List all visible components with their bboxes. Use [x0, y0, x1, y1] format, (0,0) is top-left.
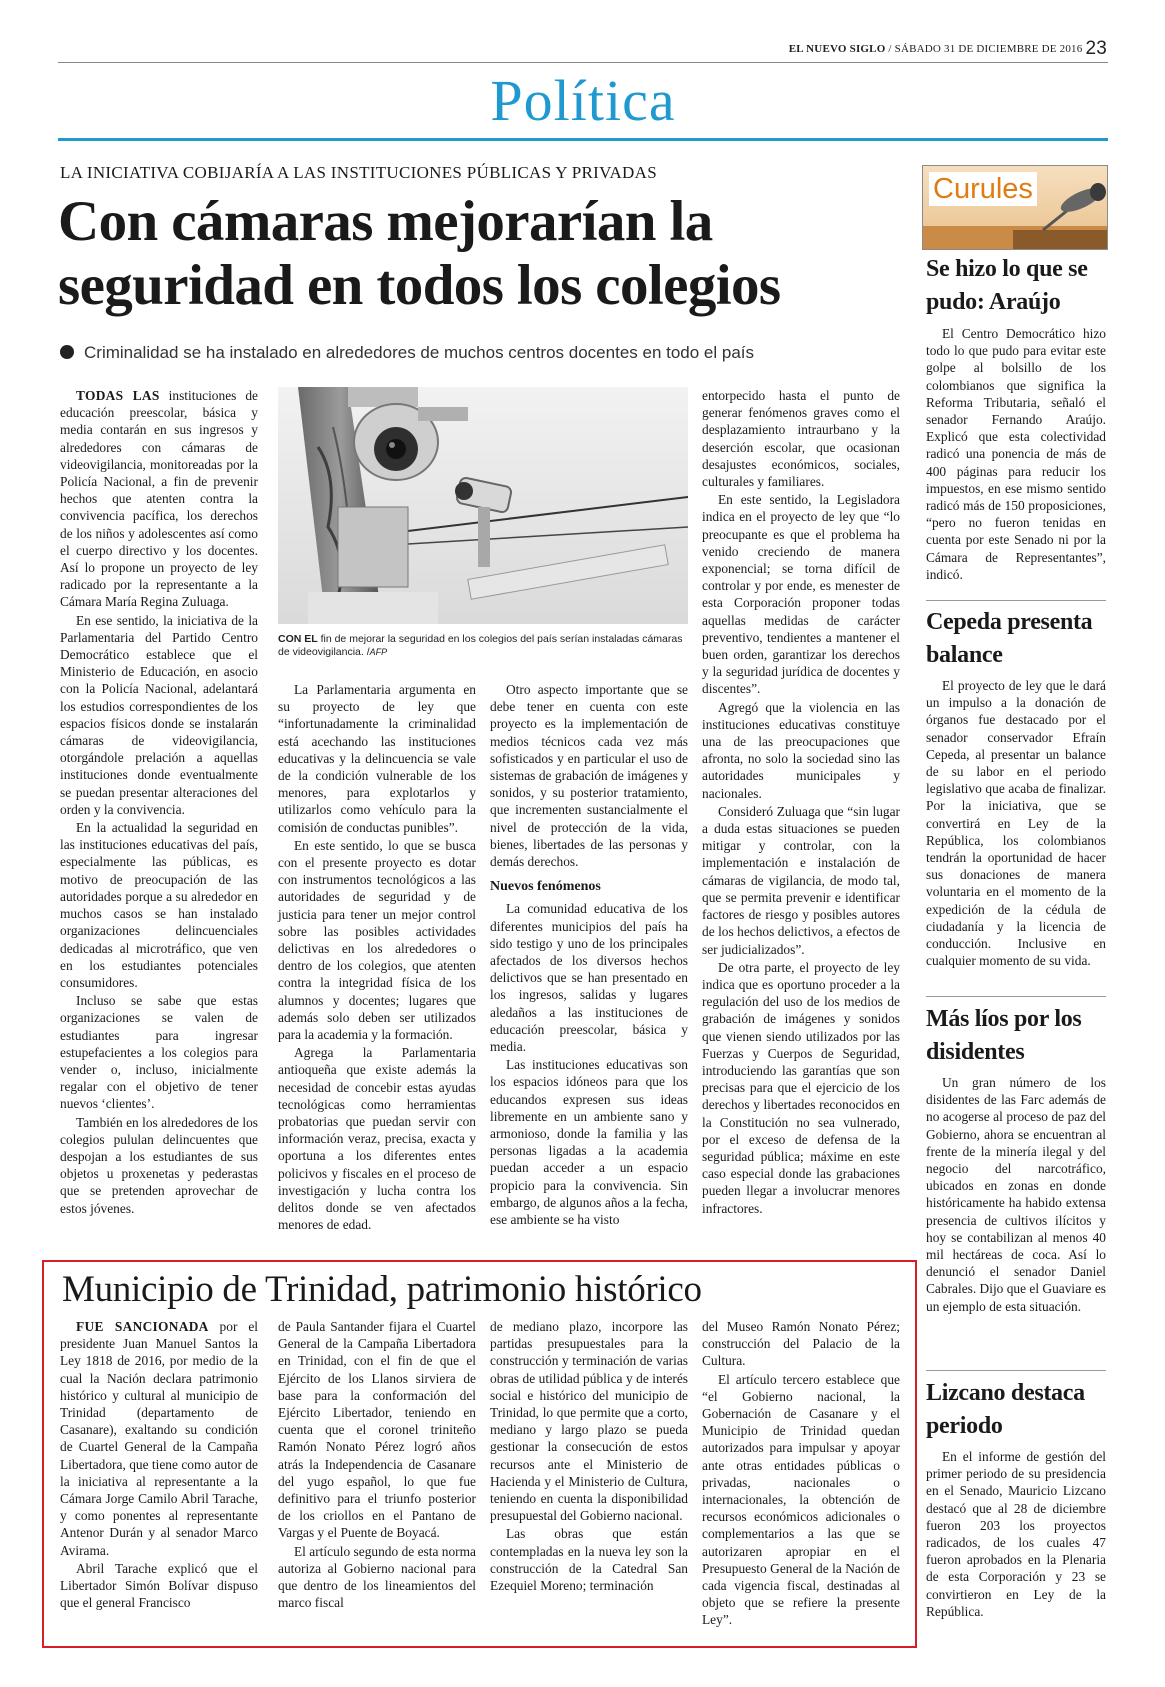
sidebar-item-text: El proyecto de ley que le dará un impulso a la donación de órganos fue destacado por el senador conservador Efraín Cepeda, al presentar un balance de su labor en el periodo legislativo que acaba de finalizar. Por la iniciativa, que se convertirá en Ley de la República, los colombianos tendrán la oportunidad de hacer sus donaciones de manera voluntaria en el momento de la expedición de la cédula de ciudadanía y la licencia de conducción. Inclusive en cualquier momento de su vida. [926, 678, 1106, 969]
article-paragraph: El artículo segundo de esta norma autoriza al Gobierno nacional para que dentro de los lineamientos del marco fiscal [278, 1543, 476, 1611]
lead-caps: FUE SANCIONADA [76, 1319, 209, 1334]
article-paragraph: entorpecido hasta el punto de generar fenómenos graves como el desplazamiento intraurbano y la deserción escolar, que ocasionan desajustes económicos, sociales, culturales y familiares. [702, 388, 900, 490]
sidebar-item-title: Se hizo lo que se pudo: Araújo [926, 256, 1088, 315]
sidebar-item-title: Cepeda presenta balance [926, 609, 1093, 668]
surveillance-camera-illustration [278, 387, 688, 624]
top-rule [58, 62, 1108, 63]
sidebar-item-text: El Centro Democrático hizo todo lo que pudo para evitar este golpe al bolsillo de los colombianos que significa la Reforma Tributaria, señaló el senador Fernando Araújo. Explicó que esta colectividad radicó una ponencia de más de 400 páginas para reducir los impuestos, en ese mismo sentido radicó más de 150 proposiciones, “pero no fueron tenidas en cuenta por este Senado ni por la Cámara de Representantes”, indicó. [926, 326, 1106, 582]
article-paragraph: De otra parte, el proyecto de ley indica que es oportuno proceder a la regulación del uso de los medios de grabación de imágenes y sonidos que vienen siendo utilizados por las Fuerzas y Cuerpos de Seguridad, introduciendo las garantías que son precisas para que el ejercicio de los derechos y libertades reconocidos en la Constitución no sea vulnerado, por el exceso de defensa de la seguridad pública; máxime en este caso especial donde las grabaciones pueden llegar a involucrar menores infractores. [702, 959, 900, 1216]
article-paragraph: Abril Tarache explicó que el Libertador Simón Bolívar dispuso que el general Francisco [60, 1560, 258, 1611]
sidebar-item-text: En el informe de gestión del primer periodo de su presidencia en el Senado, Mauricio Lizcano destacó que al 28 de diciembre fueron 203 los proyectos radicados, de los cuales 47 fueron aprobados en la Plenaria de esta Corporación y 23 se convirtieron en Ley de la República. [926, 1449, 1106, 1619]
sidebar-item-text: Un gran número de los disidentes de las Farc además de no acogerse al proceso de paz del Gobierno, ahora se encuentran al frente de la minería ilegal y del negocio del narcotráfico, ubicados en zonas en donde históricamente ha habido extensa presencia de cultivos ilícitos y hoy se contabilizan al menos 40 mil hectáreas de coca. Así lo denunció el senador Daniel Cabrales. Dijo que el Guaviare es un ejemplo de esta situación. [926, 1075, 1106, 1314]
article-paragraph: La comunidad educativa de los diferentes municipios del país ha sido testigo y uno de los principales afectados de los diversos hechos delictivos que se han presentado en los ingresos, salidas y lugares aledaños a las instituciones de educación preescolar, básica y media. [490, 901, 688, 1055]
section-title: Política [490, 68, 676, 133]
page-number: 23 [1085, 38, 1107, 59]
boxed-column-4 [702, 1318, 900, 1630]
article-paragraph: Otro aspecto importante que se debe tener en cuenta con este proyecto es la implementación de medios técnicos cada vez más sofisticados y en particular el uso de sistemas de grabación de imágenes y sonidos, y su posterior tratamiento, que incrementen sustancialmente el nivel de protección de la vida, bienes, libertades de las personas y demás derechos. [490, 682, 688, 870]
article-photo [278, 387, 688, 624]
article-kicker: LA INICIATIVA COBIJARÍA A LAS INSTITUCIONES PÚBLICAS Y PRIVADAS [60, 163, 657, 182]
article-paragraph: También en los alrededores de los colegios pululan delincuentes que despojan a los estudiantes de sus objetos u proxenetas y pederastas que se pretenden aprovechar de estos jóvenes. [60, 1114, 258, 1216]
boxed-article-headline: Municipio de Trinidad, patrimonio histórico [62, 1269, 702, 1310]
newspaper-name: EL NUEVO SIGLO [788, 43, 886, 55]
lead-caps: TODAS LAS [76, 388, 160, 403]
article-paragraph: Incluso se sabe que estas organizaciones se valen de estudiantes para ingresar estupefacientes a los colegios para vender o, incluso, inicialmente regalar con el objetivo de tener nuevos ‘clientes’. [60, 993, 258, 1112]
article-paragraph: Consideró Zuluaga que “sin lugar a duda estas situaciones se pueden mitigar y controlar, con la implementación e instalación de cámaras de vigilancia, de modo tal, que se permita prevenir e identificar factores de riesgo y posibles autores de los hechos delictivos, a efectos de ser judicializados”. [702, 803, 900, 957]
article-paragraph: En este sentido, lo que se busca con el presente proyecto es dotar con instrumentos tecnológicos a las autoridades de seguridad y de justicia para tener un mejor control sobre las posibles actividades delictivas en los alrededores o dentro de los colegios, que atenten contra la integridad física de los alumnos y docentes; lugares que además solo deben ser utilizados para la academia y la formación. [278, 837, 476, 1043]
photo-credit: AFP [369, 647, 388, 657]
article-column-1 [60, 387, 258, 1218]
issue-date: / SÁBADO 31 DE DICIEMBRE DE 2016 [885, 43, 1083, 55]
article-paragraph: En la actualidad la seguridad en las instituciones educativas del país, especialmente las públicas, es motivo de preocupación de las autoridades porque a su alrededor en muchos casos se han instalado organizaciones delincuenciales dedicadas al microtráfico, que ven en los estudiantes potenciales consumidores. [60, 820, 258, 990]
article-paragraph: En ese sentido, la iniciativa de la Parlamentaria del Partido Centro Democrático establece que el Ministerio de Educación, en asocio con la Policía Nacional, adelantará los estudios correspondientes de los espacios físicos donde se instalarán cámaras de videovigilancia, otorgándole prelación a aquellas instituciones donde eventualmente se puedan presentar alteraciones del orden y la convivencia. [60, 612, 258, 817]
article-paragraph: TODAS LAS instituciones de educación preescolar, básica y media contarán en sus ingresos y alrededores con cámaras de videovigilancia, monitoreadas por la Policía Nacional, a fin de prevenir hechos que atenten contra la convivencia pacífica, los derechos de los niños y adolescentes así como el cuerpo directivo y los docentes. Así lo propone un proyecto de ley radicado por la representante a la Cámara María Regina Zuluaga. [60, 388, 258, 610]
article-column-4 [702, 387, 900, 1218]
boxed-column-3 [490, 1318, 688, 1595]
article-paragraph: La Parlamentaria argumenta en su proyecto de ley que “infortunadamente la criminalidad está acechando las instituciones educativas y la delincuencia se vale de la condición vulnerable de los menores, para explotarlos y utilizarlos como vehículo para la comisión de conductas punibles”. [278, 682, 476, 835]
sidebar-divider [926, 996, 1106, 997]
article-column-2 [278, 681, 476, 1235]
article-paragraph: FUE SANCIONADA por el presidente Juan Manuel Santos la Ley 1818 de 2016, por medio de la cual la Nación declara patrimonio histórico y cultural al municipio de Trinidad (departamento de Casanare), exaltando su condición de Cuartel General de la Campaña Libertadora, que tiene como autor de la iniciativa al representante a la Cámara Jorge Camilo Abril Tarache, y como ponentes al representante Antenor Durán y al senador Marco Avirama. [60, 1319, 258, 1558]
bullet-icon [60, 345, 74, 359]
article-paragraph: Las instituciones educativas son los espacios idóneos para que los educandos expresen sus ideas libremente en un ambiente sano y armonioso, donde la familia y las personas ligadas a la academia puedan acceder a un espacio propicio para la convivencia. Sin embargo, de algunos años a la fecha, ese ambiente se ha visto [490, 1057, 688, 1228]
sidebar-item-title: Más líos por los disidentes [926, 1006, 1082, 1065]
article-paragraph: Agrega la Parlamentaria antioqueña que existe además la necesidad de concebir estas ayudas tecnológicas como herramientas probatorias que puedan servir con información veraz, precisa, exacta y oportuna a los diferentes entes policivos y fiscales en el proceso de investigación y lucha contra los delitos donde se ven afectados menores de edad. [278, 1045, 476, 1233]
banner-title: Curules [929, 172, 1037, 206]
article-headline: Con cámaras mejorarían la seguridad en todos los colegios [58, 190, 781, 317]
article-paragraph: En este sentido, la Legisladora indica en el proyecto de ley que “lo preocupante es que el problema ha venido creciendo de manera exponencial; se torna difícil de controlar y por ende, es menester de esta Corporación proponer todas aquellas medidas de carácter preventivo, tendientes a mantener el buen orden, garantizar los derechos y la seguridad jurídica de docentes y discentes”. [702, 492, 900, 697]
sidebar-item-title: Lizcano destaca periodo [926, 1380, 1085, 1439]
curules-banner [922, 165, 1108, 250]
article-subhead: Criminalidad se ha instalado en alrededores de muchos centros docentes en todo el país [60, 343, 900, 363]
article-paragraph: Agregó que la violencia en las instituciones educativas constituye una de las preocupaciones que afronta, no solo la sociedad sino las autoridades municipales y nacionales. [702, 699, 900, 801]
boxed-column-2 [278, 1318, 476, 1612]
article-paragraph: El artículo tercero establece que “el Gobierno nacional, la Gobernación de Casanare y el Municipio de Trinidad quedan autorizados para impulsar y apoyar ante otras entidades públicas o privadas, nacionales o internacionales, la obtención de recursos económicos adicionales o complementarios a las que se autorizaren apropiar en el Presupuesto General de la Nación de cada vigencia fiscal, destinadas al objeto que se refiere la presente Ley”. [702, 1371, 900, 1628]
photo-caption: CON EL fin de mejorar la seguridad en los colegios del país serían instaladas cámaras de videovigilancia. /AFP [278, 633, 683, 658]
sidebar-divider [926, 600, 1106, 601]
article-subtitle: Nuevos fenómenos [490, 879, 601, 895]
article-paragraph: Las obras que están contempladas en la nueva ley son la construcción de la Catedral San Ezequiel Moreno; terminación [490, 1526, 688, 1594]
page-folio [789, 38, 1107, 60]
section-rule [58, 138, 1108, 141]
article-paragraph: de Paula Santander fijara el Cuartel General de la Campaña Libertadora en Trinidad, con el fin de que el Ejército de los Llanos sirviera de base para la conformación del Ejército Libertador, teniendo en cuenta que el coronel triniteño Ramón Nonato Pérez logró años atrás la Independencia de Casanare del yugo español, lo que fue definitivo para el triunfo posterior de los criollos en el Pantano de Vargas y el Puente de Boyacá. [278, 1319, 476, 1541]
article-paragraph: de mediano plazo, incorpore las partidas presupuestales para la construcción y terminación de varias obras de utilidad pública y de interés social e histórico del municipio de Trinidad, lo que permite que a corto, mediano y largo plazo se pueda gestionar la consecución de estos recursos ante el Ministerio de Hacienda y el Ministerio de Cultura, teniendo en cuenta la disponibilidad presupuestal del Gobierno nacional. [490, 1319, 688, 1524]
article-column-3 [490, 681, 688, 1229]
boxed-column-1 [60, 1318, 258, 1612]
article-paragraph: del Museo Ramón Nonato Pérez; construcción del Palacio de la Cultura. [702, 1319, 900, 1369]
sidebar-divider [926, 1370, 1106, 1371]
